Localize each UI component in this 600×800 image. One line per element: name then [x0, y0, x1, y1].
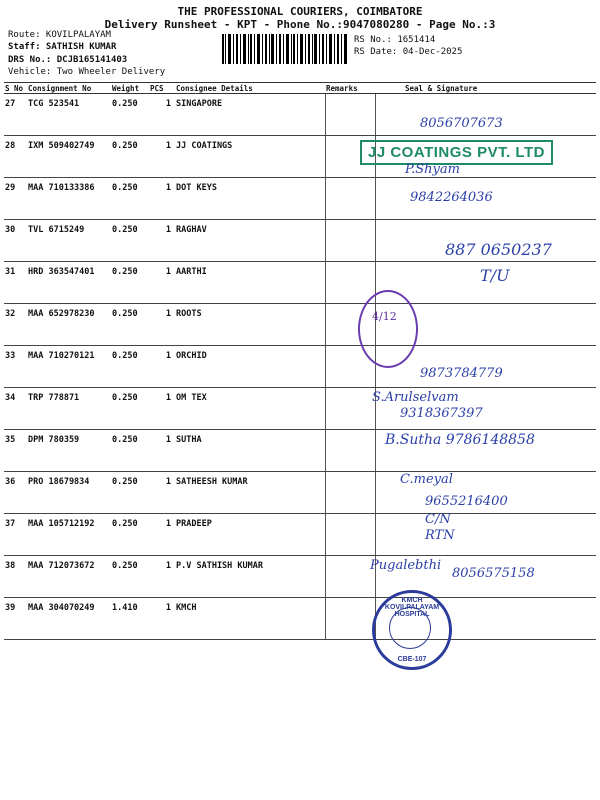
sno-cell: 27 — [4, 94, 27, 136]
consignment-cell: MAA 710133386 — [27, 178, 111, 220]
vehicle-label: Vehicle: Two Wheeler Delivery — [8, 67, 166, 77]
remarks-cell — [325, 514, 375, 556]
pcs-cell: 1 — [149, 136, 175, 178]
handwritten-cn-37: C/N — [425, 512, 451, 527]
company-stamp: JJ COATINGS PVT. LTD — [360, 140, 553, 165]
hospital-stamp-emblem — [389, 607, 431, 649]
consignee-cell: OM TEX — [175, 388, 325, 430]
barcode — [222, 34, 348, 64]
table-header-row — [4, 83, 596, 94]
handwritten-name-38: Pugalebthi — [370, 558, 442, 573]
handwritten-sig-35: B.Sutha 9786148858 — [385, 432, 535, 448]
remarks-cell — [325, 262, 375, 304]
handwritten-phone-36: 9655216400 — [425, 494, 508, 509]
handwritten-phone-34: 9318367397 — [400, 406, 483, 421]
col-remarks: Remarks — [325, 83, 375, 94]
weight-cell: 0.250 — [111, 94, 149, 136]
pcs-cell: 1 — [149, 262, 175, 304]
consignment-cell: MAA 712073672 — [27, 556, 111, 598]
drs-label: DRS No.: DCJB165141403 — [8, 55, 128, 65]
handwritten-phone-38: 8056575158 — [452, 566, 535, 581]
signature-cell — [375, 514, 596, 556]
consignment-cell: MAA 304070249 — [27, 598, 111, 640]
weight-cell: 0.250 — [111, 304, 149, 346]
rs-date: RS Date: 04-Dec-2025 — [354, 47, 463, 57]
pcs-cell: 1 — [149, 388, 175, 430]
table-row — [4, 304, 596, 346]
weight-cell: 0.250 — [111, 262, 149, 304]
sno-cell: 34 — [4, 388, 27, 430]
handwritten-phone-33: 9873784779 — [420, 366, 503, 381]
handwritten-rtn-37: RTN — [425, 528, 455, 543]
consignee-cell: ORCHID — [175, 346, 325, 388]
remarks-cell — [325, 178, 375, 220]
weight-cell: 0.250 — [111, 346, 149, 388]
company-title: THE PROFESSIONAL COURIERS, COIMBATORE — [177, 5, 423, 18]
sno-cell: 32 — [4, 304, 27, 346]
table-row — [4, 346, 596, 388]
consignee-cell: PRADEEP — [175, 514, 325, 556]
remarks-cell — [325, 472, 375, 514]
sno-cell: 36 — [4, 472, 27, 514]
pcs-cell: 1 — [149, 556, 175, 598]
route-label: Route: KOVILPALAYAM — [8, 30, 111, 40]
remarks-cell — [325, 430, 375, 472]
remarks-cell — [325, 388, 375, 430]
consignment-cell: HRD 363547401 — [27, 262, 111, 304]
sno-cell: 37 — [4, 514, 27, 556]
col-signature: Seal & Signature — [375, 83, 596, 94]
consignee-cell: P.V SATHISH KUMAR — [175, 556, 325, 598]
consignee-cell: KMCH — [175, 598, 325, 640]
consignment-cell: IXM 509402749 — [27, 136, 111, 178]
consignee-cell: SINGAPORE — [175, 94, 325, 136]
weight-cell: 0.250 — [111, 472, 149, 514]
weight-cell: 0.250 — [111, 178, 149, 220]
consignment-cell: MAA 710270121 — [27, 346, 111, 388]
weight-cell: 0.250 — [111, 220, 149, 262]
date-stamp-text: 4/12 — [372, 310, 397, 323]
sno-cell: 30 — [4, 220, 27, 262]
pcs-cell: 1 — [149, 220, 175, 262]
pcs-cell: 1 — [149, 346, 175, 388]
handwritten-phone-29: 9842264036 — [410, 190, 493, 205]
col-consignment: Consignment No — [27, 83, 111, 94]
sno-cell: 35 — [4, 430, 27, 472]
consignee-cell: SATHEESH KUMAR — [175, 472, 325, 514]
consignee-cell: DOT KEYS — [175, 178, 325, 220]
col-weight: Weight — [111, 83, 149, 94]
consignment-cell: TRP 778871 — [27, 388, 111, 430]
col-pcs: PCS — [149, 83, 175, 94]
handwritten-name-28: P.Shyam — [405, 162, 460, 177]
sno-cell: 33 — [4, 346, 27, 388]
consignee-cell: RAGHAV — [175, 220, 325, 262]
consignee-cell: AARTHI — [175, 262, 325, 304]
handwritten-name-34: S.Arulselvam — [372, 390, 459, 405]
staff-label: Staff: SATHISH KUMAR — [8, 42, 117, 52]
pcs-cell: 1 — [149, 304, 175, 346]
remarks-cell — [325, 598, 375, 640]
consignee-cell: JJ COATINGS — [175, 136, 325, 178]
pcs-cell: 1 — [149, 430, 175, 472]
pcs-cell: 1 — [149, 178, 175, 220]
rs-number: RS No.: 1651414 — [354, 35, 436, 45]
col-sno: S No — [4, 83, 27, 94]
handwritten-phone-30: 887 0650237 — [445, 240, 552, 259]
pcs-cell: 1 — [149, 472, 175, 514]
table-row — [4, 94, 596, 136]
hospital-stamp-code: CBE-107 — [397, 656, 427, 663]
weight-cell: 0.250 — [111, 388, 149, 430]
date-stamp — [358, 290, 418, 368]
consignment-cell: MAA 652978230 — [27, 304, 111, 346]
runsheet-table — [4, 82, 596, 640]
table-row — [4, 178, 596, 220]
sno-cell: 31 — [4, 262, 27, 304]
pcs-cell: 1 — [149, 94, 175, 136]
handwritten-phone-27: 8056707673 — [420, 116, 503, 131]
consignment-cell: TVL 6715249 — [27, 220, 111, 262]
weight-cell: 1.410 — [111, 598, 149, 640]
remarks-cell — [325, 556, 375, 598]
table-row — [4, 598, 596, 640]
consignment-cell: TCG 523541 — [27, 94, 111, 136]
sno-cell: 39 — [4, 598, 27, 640]
col-consignee: Consignee Details — [175, 83, 325, 94]
consignment-cell: PRO 18679834 — [27, 472, 111, 514]
weight-cell: 0.250 — [111, 556, 149, 598]
sno-cell: 28 — [4, 136, 27, 178]
table-row — [4, 514, 596, 556]
sno-cell: 29 — [4, 178, 27, 220]
consignee-cell: ROOTS — [175, 304, 325, 346]
remarks-cell — [325, 220, 375, 262]
consignment-cell: DPM 780359 — [27, 430, 111, 472]
pcs-cell: 1 — [149, 598, 175, 640]
handwritten-tu-31: T/U — [480, 266, 510, 285]
weight-cell: 0.250 — [111, 136, 149, 178]
handwritten-name-36: C.meyal — [400, 472, 453, 487]
weight-cell: 0.250 — [111, 430, 149, 472]
pcs-cell: 1 — [149, 514, 175, 556]
hospital-stamp — [372, 590, 452, 670]
consignee-cell: SUTHA — [175, 430, 325, 472]
weight-cell: 0.250 — [111, 514, 149, 556]
remarks-cell — [325, 94, 375, 136]
runsheet-subtitle: Delivery Runsheet - KPT - Phone No.:9047080280 - Page No.:3 — [104, 18, 496, 31]
hospital-stamp-name: KMCH KOVILPALAYAM HOSPITAL — [384, 597, 440, 618]
sno-cell: 38 — [4, 556, 27, 598]
consignment-cell: MAA 105712192 — [27, 514, 111, 556]
table-row — [4, 388, 596, 430]
